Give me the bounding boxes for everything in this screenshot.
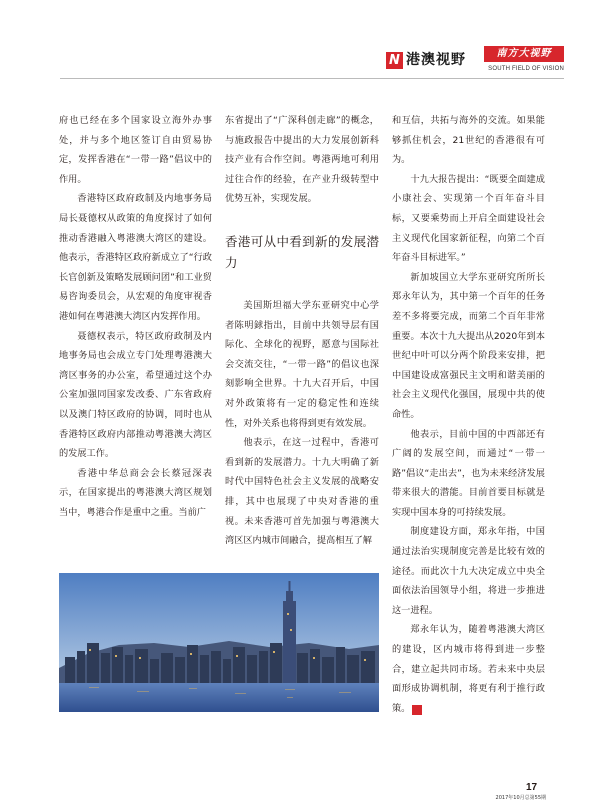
- paragraph: 聂德权表示，特区政府政制及内地事务局也会成立专门处理粤港澳大湾区事务的办公室，希望通过这个办公室加强同国家发改委、广东省政府以及澳门特区政府的协调，同时也从香港特区政府内部推动粤港澳大湾区的发展工作。: [59, 330, 212, 460]
- paragraph: 东省提出了“广深科创走廊”的概念，与施政报告中提出的大力发展创新科技产业有合作空间。粤港两地可利用过往合作的经验，在产业升级转型中优势互补，实现发展。: [225, 115, 379, 205]
- page-header: [386, 46, 564, 76]
- paragraph: 他表示，目前中国的中西部还有广阔的发展空间，而通过“一带一路”倡议“走出去”，也为未来经济发展带来很大的潜能。目前首要目标就是实现中国本身的可持续发展。: [392, 428, 545, 518]
- hong-kong-skyline-photo: [59, 573, 379, 712]
- text-column-1: [59, 111, 212, 522]
- paragraph: 新加坡国立大学东亚研究所所长郑永年认为，其中第一个百年的任务差不多将要完成，而第二个百年非常重要。本次十九大提出从2020年到本世纪中叶可以分两个阶段来安排，把中国建设成富强民主文明和谐美丽的社会主义现代化强国，展现中共的使命性。: [392, 271, 545, 420]
- brand-block: [476, 46, 564, 76]
- issue-label: 2017年10月总第55期: [495, 795, 546, 801]
- text-column-2: [225, 111, 379, 551]
- paragraph: 香港中华总商会会长蔡冠深表示，在国家提出的粤港澳大湾区规划当中，粤港合作是重中之重。当前广: [59, 467, 212, 518]
- paragraph: 府也已经在多个国家设立海外办事处，并与多个地区签订自由贸易协定，发挥香港在“一带一路”倡议中的作用。: [59, 115, 212, 185]
- page-number: 17: [526, 782, 538, 793]
- article-end-icon: N: [412, 705, 422, 715]
- paragraph: 他表示，在这一过程中，香港可看到新的发展潜力。十九大明确了新时代中国特色社会主义发展的战略安排，其中也展现了中央对香港的重视。未来香港可首先加强与粤港澳大湾区区内城市间融合，提高相互了解: [225, 437, 379, 547]
- paragraph-text: 郑永年认为，随着粤港澳大湾区的建设，区内城市将得到进一步整合，建立起共同市场。若未来中央层面形成协调机制，将更有利于推行政策。: [392, 624, 545, 714]
- section-title: 港澳视野: [406, 52, 466, 68]
- paragraph: 美国斯坦福大学东亚研究中心学者陈明銶指出，目前中共领导层有国际化、全球化的视野，愿意与国际社会交流交往，“一带一路”的倡议也深刻影响全世界。十九大召开后，中国对外政策将有一定的稳定性和连续性，对外关系也将得到更有效发展。: [225, 299, 379, 429]
- header-divider: [60, 78, 564, 79]
- magazine-logo-icon: N: [386, 52, 403, 69]
- text-column-3: [392, 111, 545, 718]
- paragraph: 十九大报告提出：“既要全面建成小康社会、实现第一个百年奋斗目标，又要乘势而上开启全面建设社会主义现代化国家新征程，向第二个百年奋斗目标进军。”: [392, 173, 545, 264]
- paragraph: 和互信，共拓与海外的交流。如果能够抓住机会，21世纪的香港很有可为。: [392, 115, 545, 166]
- subheading: 香港可从中看到新的发展潜力: [225, 233, 379, 270]
- skyline-illustration: [59, 573, 379, 712]
- brand-name-en: SOUTH FIELD OF VISION: [488, 66, 564, 72]
- brand-name-cn: 南方大视野: [484, 46, 564, 62]
- paragraph: [392, 620, 545, 718]
- paragraph: 制度建设方面，郑永年指，中国通过法治实现制度完善是比较有效的途径。而此次十九大决定成立中央全面依法治国领导小组，将进一步推进这一进程。: [392, 526, 545, 616]
- paragraph: 香港特区政府政制及内地事务局局长聂德权从政策的角度探讨了如何推动香港融入粤港澳大湾区的建设。他表示，香港特区政府新成立了“行政长官创新及策略发展顾问团”和工业贸易咨询委员会，从宏观的角度审视香港如何在粤港澳大湾区内发挥作用。: [59, 193, 212, 322]
